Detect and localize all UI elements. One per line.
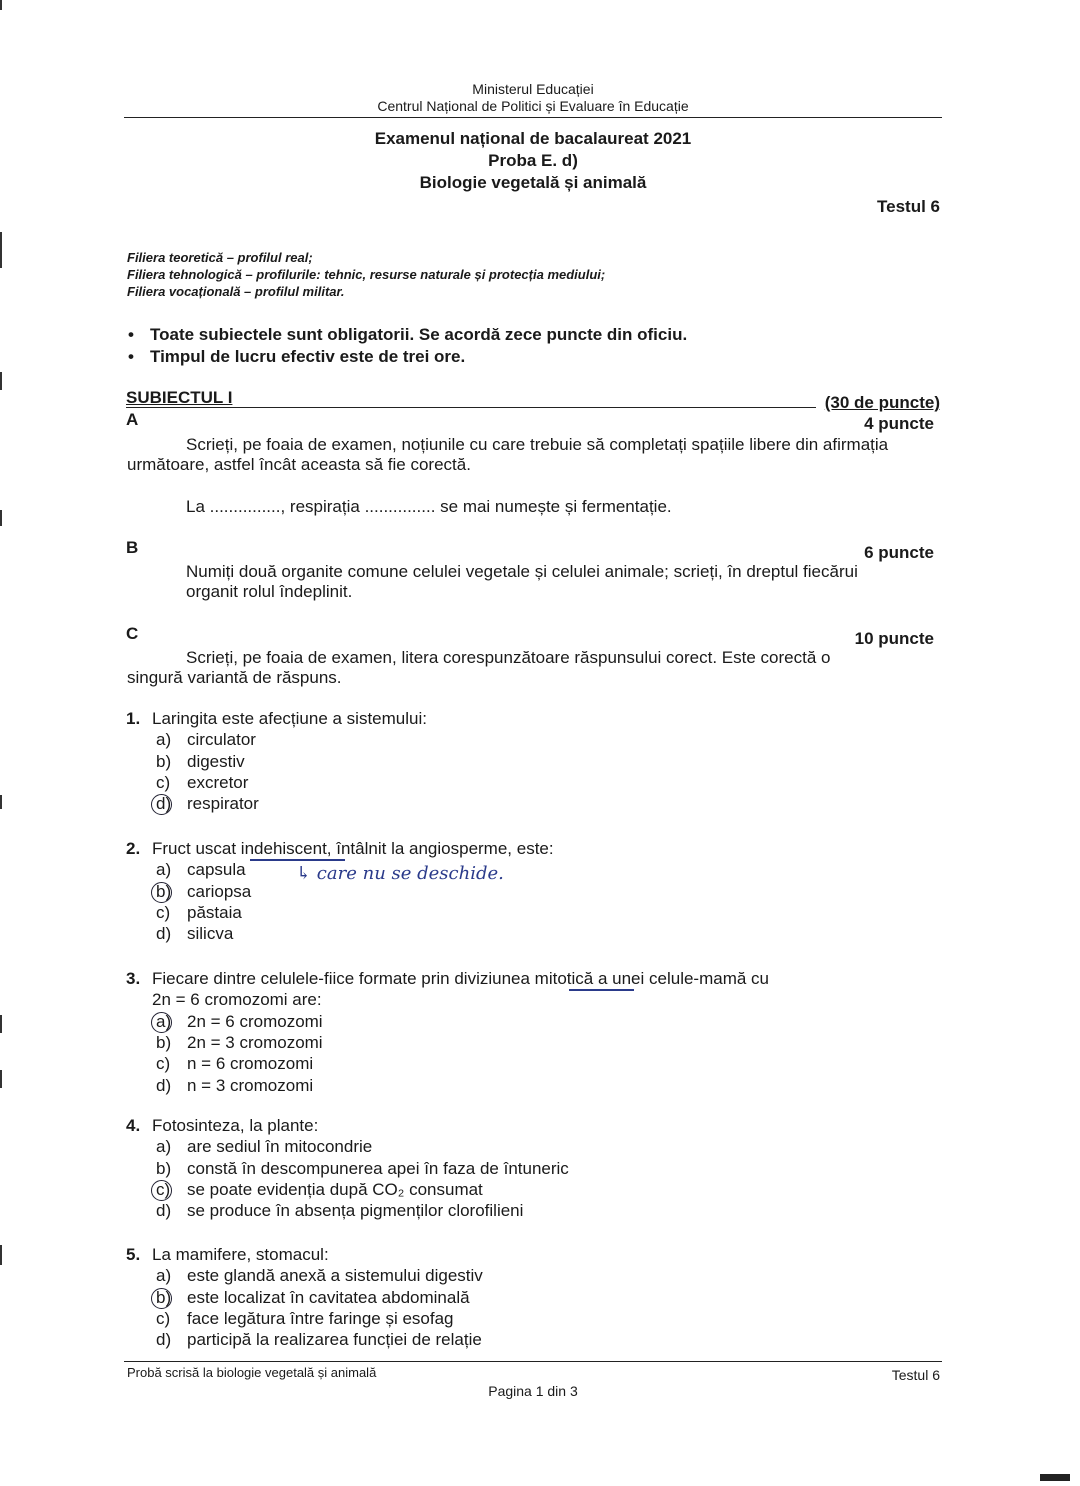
filiera-line: Filiera vocațională – profilul militar.	[127, 284, 345, 299]
part-letter: C	[126, 624, 139, 643]
option-letter: d)	[156, 794, 172, 814]
option-letter: a)	[156, 1137, 172, 1157]
answer-circle-mark	[151, 882, 172, 903]
option-text: 2n = 3 cromozomi	[187, 1032, 323, 1052]
answer-circle-mark	[151, 1180, 172, 1201]
question-number: 5.	[126, 1245, 141, 1264]
answer-circle-mark	[151, 1012, 172, 1033]
option-text: 2n = 6 cromozomi	[187, 1011, 323, 1031]
option-letter: b)	[156, 751, 172, 771]
footer-left: Probă scrisă la biologie vegetală și animală	[127, 1365, 377, 1380]
question-number: 3.	[126, 969, 141, 988]
option-text: digestiv	[187, 751, 245, 771]
scan-mark	[0, 1245, 2, 1265]
handwritten-underline	[569, 989, 634, 991]
scan-mark	[0, 372, 2, 390]
part-points: 6 puncte	[864, 543, 934, 562]
header-divider	[124, 117, 942, 118]
question-text: Laringita este afecțiune a sistemului:	[152, 709, 427, 728]
option-letter: d)	[156, 1330, 172, 1350]
part-text: următoare, astfel încât aceasta să fie corectă.	[127, 455, 471, 474]
page-number: Pagina 1 din 3	[488, 1383, 578, 1399]
bullet-icon: •	[128, 347, 134, 366]
option-letter: c)	[156, 1308, 171, 1328]
option-letter: c)	[156, 772, 171, 792]
option-letter: c)	[156, 902, 171, 922]
option-text: se produce în absența pigmenților clorofilieni	[187, 1201, 524, 1221]
scan-mark	[1040, 1474, 1070, 1481]
test-number: Testul 6	[877, 197, 940, 216]
option-letter: d)	[156, 1201, 172, 1221]
scan-mark	[0, 232, 2, 268]
scan-mark	[0, 1070, 2, 1088]
exam-title: Examenul național de bacalaureat 2021	[374, 129, 692, 148]
option-text: este glandă anexă a sistemului digestiv	[187, 1266, 483, 1286]
option-letter: b)	[156, 1287, 172, 1307]
option-letter: b)	[156, 1032, 172, 1052]
question-number: 2.	[126, 839, 141, 858]
footer-divider	[124, 1361, 942, 1362]
scan-mark	[0, 510, 2, 526]
option-text: are sediul în mitocondrie	[187, 1137, 373, 1157]
option-text: constă în descompunerea apei în faza de întuneric	[187, 1158, 569, 1178]
scan-mark	[0, 795, 2, 809]
question-text: Fiecare dintre celulele-fiice formate prin diviziunea mitotică a unei celule-mamă cu	[152, 969, 769, 988]
option-letter: a)	[156, 730, 172, 750]
option-text: n = 3 cromozomi	[187, 1075, 314, 1095]
question-text: Fruct uscat indehiscent, întâlnit la angiosperme, este:	[152, 839, 554, 858]
part-points: 10 puncte	[854, 629, 934, 648]
option-text: circulator	[187, 730, 256, 750]
part-points: 4 puncte	[864, 414, 934, 433]
part-letter: A	[126, 410, 139, 429]
part-text: Scrieți, pe foaia de examen, litera corespunzătoare răspunsului corect. Este corectă o	[186, 648, 831, 667]
fill-in-statement: La ..............., respirația ............... se mai numește și fermentație.	[186, 497, 672, 516]
footer-right: Testul 6	[891, 1367, 940, 1383]
ministry-name: Ministerul Educației	[472, 81, 594, 97]
instruction: Timpul de lucru efectiv este de trei ore.	[150, 347, 466, 366]
option-letter: c)	[156, 1054, 171, 1074]
option-text: respirator	[187, 794, 259, 814]
option-letter: b)	[156, 1158, 172, 1178]
question-text: Fotosinteza, la plante:	[152, 1116, 319, 1135]
option-text: n = 6 cromozomi	[187, 1054, 314, 1074]
option-text: excretor	[187, 772, 249, 792]
part-text: Scrieți, pe foaia de examen, noțiunile cu care trebuie să completați spațiile libere din afirmația	[186, 435, 889, 454]
part-text: singură variantă de răspuns.	[127, 668, 342, 687]
option-text: se poate evidenția după CO₂ consumat	[187, 1179, 483, 1199]
instruction: Toate subiectele sunt obligatorii. Se acordă zece puncte din oficiu.	[150, 325, 688, 344]
section-points: (30 de puncte)	[824, 393, 940, 412]
filiera-line: Filiera teoretică – profilul real;	[127, 250, 313, 265]
option-text: face legătura între faringe și esofag	[187, 1308, 454, 1328]
part-letter: B	[126, 538, 139, 557]
section-divider	[126, 407, 816, 408]
bullet-icon: •	[128, 325, 134, 344]
part-text: Numiți două organite comune celulei vegetale și celulei animale; scrieți, în dreptul fiecărui	[186, 562, 858, 581]
option-letter: c)	[156, 1179, 171, 1199]
option-text: păstaia	[187, 902, 242, 922]
handwritten-underline	[250, 859, 345, 861]
option-text: participă la realizarea funcției de relație	[187, 1330, 482, 1350]
answer-circle-mark	[151, 1288, 172, 1309]
part-text: organit rolul îndeplinit.	[186, 582, 353, 601]
filiera-line: Filiera tehnologică – profilurile: tehnic, resurse naturale și protecția mediului;	[127, 267, 606, 282]
scan-mark	[0, 0, 2, 10]
subject-title: Biologie vegetală și animală	[419, 173, 647, 192]
option-text: silicva	[187, 924, 234, 944]
option-text: capsula	[187, 860, 246, 880]
question-number: 4.	[126, 1116, 141, 1135]
option-letter: a)	[156, 860, 172, 880]
proba-title: Proba E. d)	[488, 151, 578, 170]
question-text: La mamifere, stomacul:	[152, 1245, 329, 1264]
section-title: SUBIECTUL I	[126, 388, 233, 407]
option-letter: b)	[156, 881, 172, 901]
option-letter: a)	[156, 1011, 172, 1031]
question-number: 1.	[126, 709, 141, 728]
handwritten-note: ↳ care nu se deschide.	[296, 863, 504, 884]
scan-mark	[0, 1015, 2, 1033]
option-text: cariopsa	[187, 881, 252, 901]
center-name: Centrul Național de Politici și Evaluare în Educație	[377, 98, 689, 114]
option-text: este localizat în cavitatea abdominală	[187, 1287, 470, 1307]
option-letter: a)	[156, 1266, 172, 1286]
option-letter: d)	[156, 1075, 172, 1095]
option-letter: d)	[156, 924, 172, 944]
question-text: 2n = 6 cromozomi are:	[152, 990, 322, 1010]
